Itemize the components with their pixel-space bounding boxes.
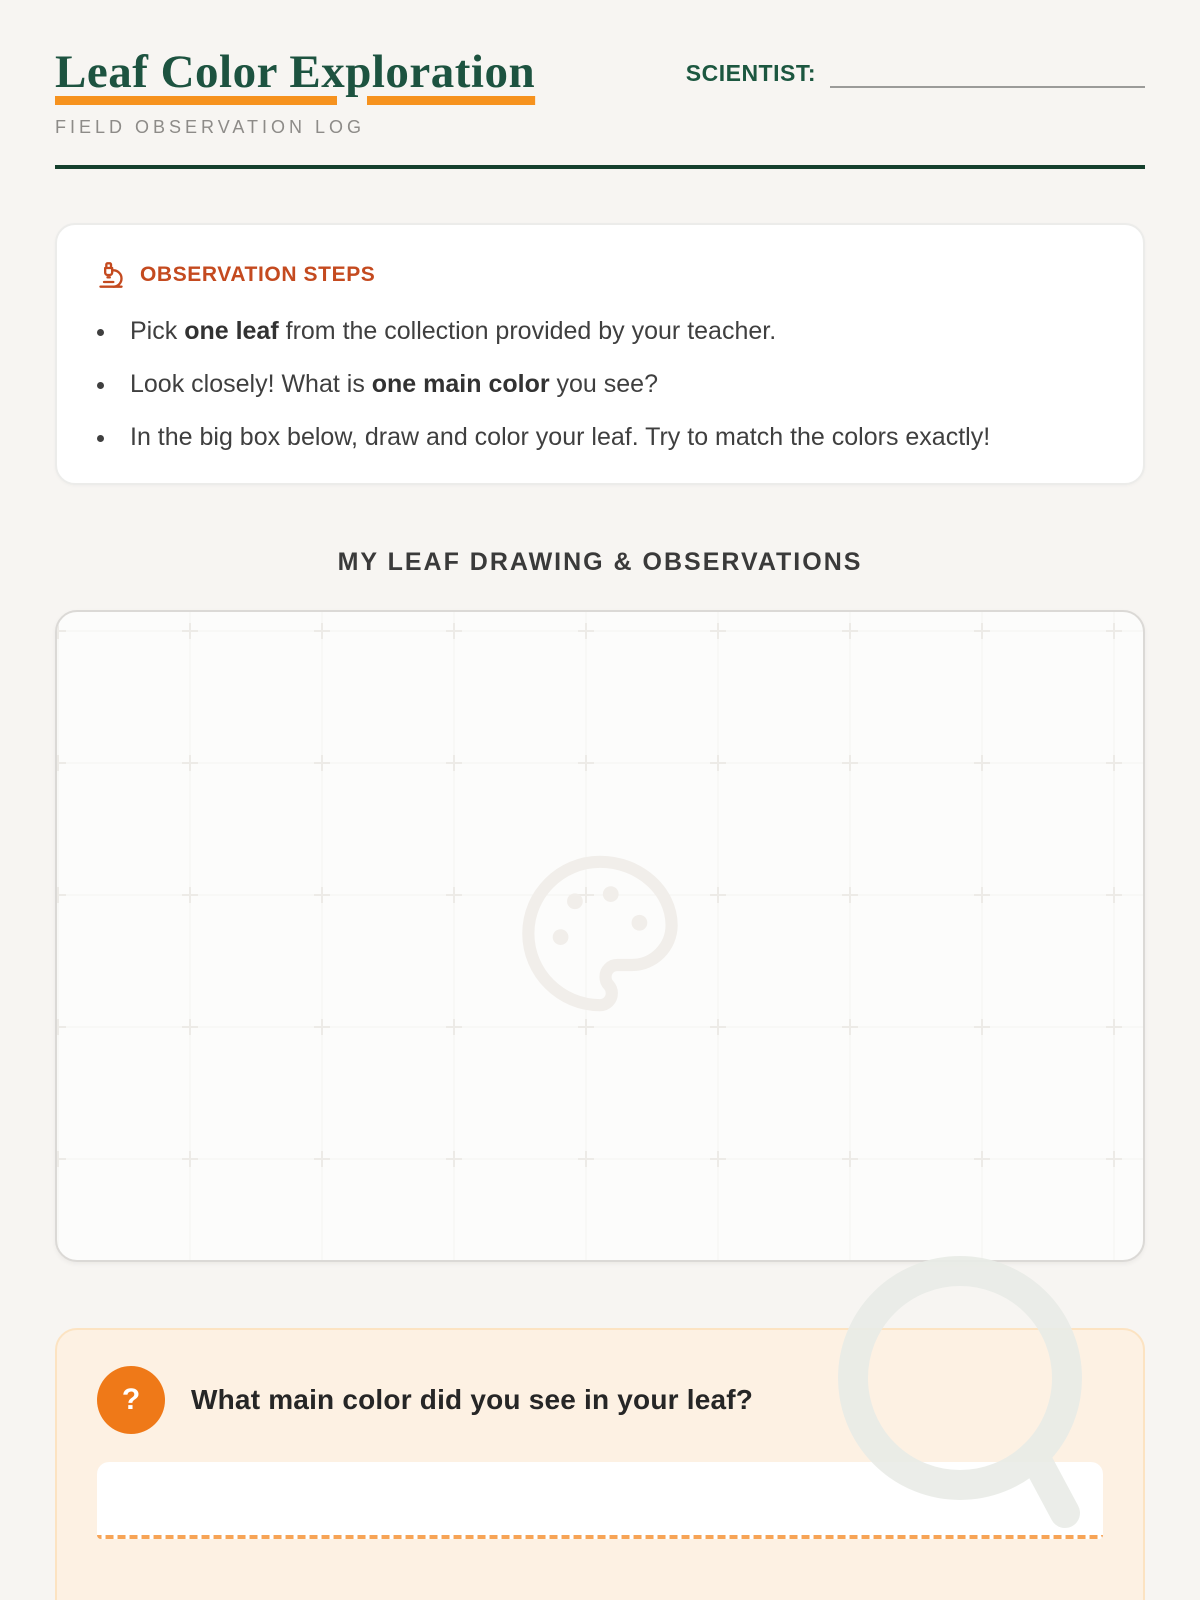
question-mark-icon — [97, 1366, 165, 1434]
scientist-name-line[interactable] — [830, 64, 1145, 88]
question-row — [97, 1366, 1103, 1434]
step-item — [97, 366, 1103, 402]
step-text: In the big box below, draw and color your leaf. Try to match the colors exactly! — [130, 423, 991, 452]
step-item — [97, 313, 1103, 349]
palette-icon — [514, 848, 686, 1025]
scientist-label: SCIENTIST: — [685, 60, 816, 86]
step-text: Look closely! What is — [130, 369, 372, 398]
answer-input[interactable] — [97, 1462, 1103, 1539]
step-text: you see? — [549, 369, 658, 398]
step-item — [97, 419, 1103, 455]
microscope-icon — [97, 261, 125, 289]
title-block — [55, 46, 535, 138]
page-title: Leaf Color Exploration — [55, 46, 536, 98]
header — [55, 46, 1145, 169]
question-mark-glyph: ? — [121, 1383, 141, 1417]
scientist-field — [686, 60, 1145, 88]
page-subtitle: FIELD OBSERVATION LOG — [55, 116, 366, 137]
step-text-bold: one leaf — [184, 316, 279, 345]
observation-steps-card — [55, 223, 1145, 486]
step-text: Pick — [130, 316, 185, 345]
drawing-section-heading: MY LEAF DRAWING & OBSERVATIONS — [337, 548, 863, 577]
header-divider — [55, 165, 1145, 169]
steps-list — [97, 313, 1103, 456]
steps-heading: OBSERVATION STEPS — [140, 262, 376, 286]
question-card — [55, 1328, 1145, 1600]
leaf-drawing-area[interactable] — [55, 610, 1145, 1262]
step-text-bold: one main color — [371, 369, 550, 398]
step-text: from the collection provided by your teacher. — [278, 316, 777, 345]
question-text: What main color did you see in your leaf? — [191, 1384, 754, 1416]
steps-header — [97, 261, 1103, 289]
